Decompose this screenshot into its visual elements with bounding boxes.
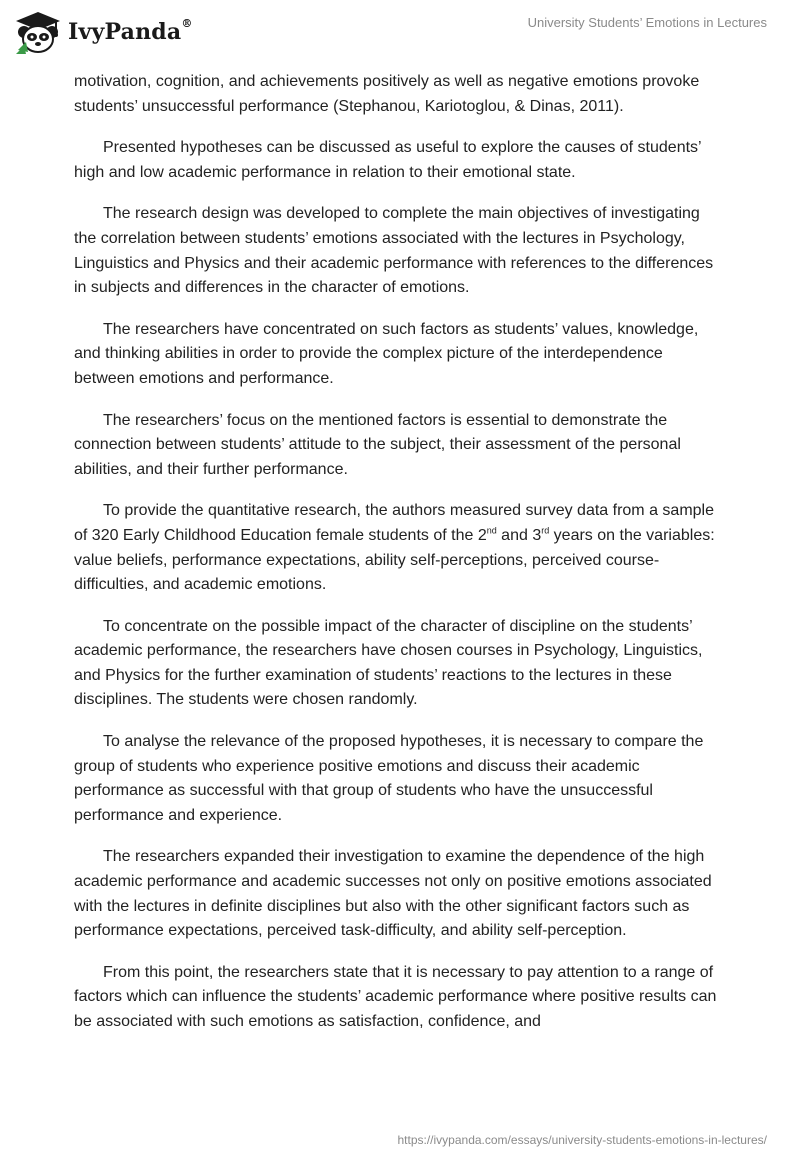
paragraph: The researchers have concentrated on such factors as students’ values, knowledge, and thinking abilities in order to provide the complex picture of the interdependence between emotions and performance. [74, 320, 699, 387]
panda-graduate-icon [14, 10, 62, 54]
page-header [0, 0, 800, 66]
document-title: University Students’ Emotions in Lectures [527, 15, 767, 30]
ivypanda-logo[interactable] [14, 10, 193, 54]
paragraph: To analyse the relevance of the proposed hypotheses, it is necessary to compare the group of students who experience positive emotions and discuss their academic performance as successful with that group of students who have the unsuccessful performance and experience. [74, 733, 704, 824]
brand-name: IvyPanda® [68, 17, 193, 45]
paragraph-with-superscripts: To provide the quantitative research, the authors measured survey data from a sample of 320 Early Childhood Education female students of the 2nd and 3rd years on the variables: value beliefs, performance expectations, ability self-perceptions, perceived course-difficulties, and academic emotions. [74, 502, 715, 594]
paragraph: The researchers expanded their investigation to examine the dependence of the high academic performance and academic successes not only on positive emotions associated with the lectures in definite disciplines but also with the other significant factors such as performance expectations, perceived task-difficulty, and ability self-perception. [74, 848, 712, 940]
paragraph: The research design was developed to complete the main objectives of investigating the correlation between students’ emotions associated with the lectures in Psychology, Linguistics and Physics and their academic performance with references to the differences in subjects and differences in the character of emotions. [74, 205, 714, 297]
essay-body [74, 70, 726, 1052]
paragraph: The researchers’ focus on the mentioned factors is essential to demonstrate the connection between students’ attitude to the subject, their assessment of the personal abilities, and their further performance. [74, 411, 681, 478]
paragraph: From this point, the researchers state that it is necessary to pay attention to a range of factors which can influence the students’ academic performance where positive results can be associated with such emotions as satisfaction, confidence, and [74, 963, 717, 1030]
paragraph: To concentrate on the possible impact of the character of discipline on the students’ academic performance, the researchers have chosen courses in Psychology, Linguistics, and Physics for the further examination of students’ reactions to the lectures in these disciplines. The students were chosen randomly. [74, 617, 703, 709]
paragraph: motivation, cognition, and achievements positively as well as negative emotions provoke students’ unsuccessful performance (Stephanou, Kariotoglou, & Dinas, 2011). [74, 73, 700, 115]
source-url[interactable]: https://ivypanda.com/essays/university-students-emotions-in-lectures/ [397, 1133, 767, 1147]
paragraph: Presented hypotheses can be discussed as useful to explore the causes of students’ high and low academic performance in relation to their emotional state. [74, 139, 701, 181]
